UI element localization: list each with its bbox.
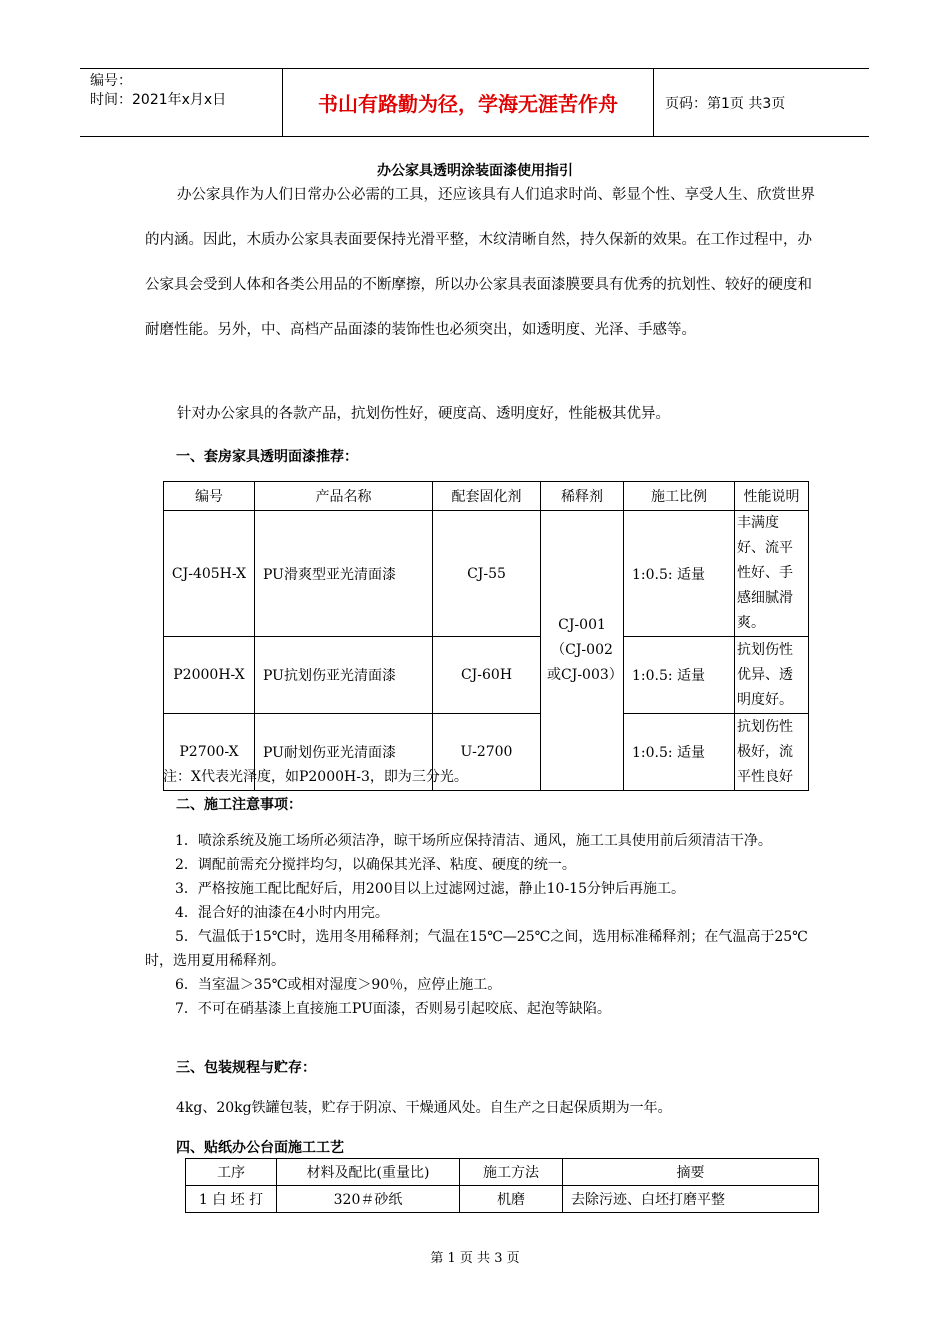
list-item: 3．严格按施工配比配好后，用200目以上过滤网过滤，静止10-15分钟后再施工。 <box>175 881 685 897</box>
cell-code: P2700-X <box>164 714 255 791</box>
cell-summary: 去除污迹、白坯打磨平整 <box>563 1186 819 1213</box>
cell-desc: 抗划伤性优异、透明度好。 <box>735 637 809 714</box>
intro-text: 办公家具作为人们日常办公必需的工具，还应该具有人们追求时尚、彰显个性、享受人生、欣赏世界的内涵。因此，木质办公家具表面要保持光滑平整，木纹清晰自然，持久保新的效果。在工作过程中，办公家具会受到人体和各类公用品的不断摩擦，所以办公家具表面漆膜要具有优秀的抗划性、较好的硬度和耐磨性能。另外，中、高档产品面漆的装饰性也必须突出，如透明度、光泽、手感等。 <box>145 187 815 338</box>
col-header: 施工比例 <box>624 482 735 511</box>
cell-diluent: CJ-001（CJ-002或CJ-003） <box>541 511 624 791</box>
cell-code: P2000H-X <box>164 637 255 714</box>
table-row <box>164 637 809 714</box>
intro-paragraph-2 <box>145 392 815 437</box>
cell-method: 机磨 <box>460 1186 563 1213</box>
section-3-heading: 三、包装规程与贮存： <box>176 1060 316 1076</box>
col-header: 工序 <box>186 1159 277 1186</box>
page-header <box>80 68 869 137</box>
doc-title: 办公家具透明涂装面漆使用指引 <box>377 163 573 179</box>
cell-hardener: CJ-60H <box>433 637 541 714</box>
cell-material: 320＃砂纸 <box>277 1186 460 1213</box>
list-item: 7．不可在硝基漆上直接施工PU面漆，否则易引起咬底、起泡等缺陷。 <box>175 1001 611 1017</box>
col-header: 配套固化剂 <box>433 482 541 511</box>
header-page-info: 页码：第1页 共3页 <box>665 95 786 112</box>
list-item: 4．混合好的油漆在4小时内用完。 <box>175 905 389 921</box>
col-header: 编号 <box>164 482 255 511</box>
section-1-heading: 一、套房家具透明面漆推荐： <box>176 449 358 465</box>
list-item: 2．调配前需充分搅拌均匀，以确保其光泽、粘度、硬度的统一。 <box>175 857 576 873</box>
packaging-text: 4kg、20kg铁罐包装，贮存于阴凉、干燥通风处。自生产之日起保质期为一年。 <box>176 1100 672 1116</box>
col-header: 材料及配比(重量比) <box>277 1159 460 1186</box>
cell-code: CJ-405H-X <box>164 511 255 637</box>
cell-hardener: U-2700 <box>433 714 541 791</box>
intro2-text: 针对办公家具的各款产品，抗划伤性好，硬度高、透明度好，性能极其优异。 <box>177 406 670 422</box>
section-2-heading: 二、施工注意事项： <box>176 797 302 813</box>
cell-ratio: 1:0.5: 适量 <box>624 511 735 637</box>
cell-name: PU抗划伤亚光清面漆 <box>255 637 433 714</box>
table-row <box>186 1186 819 1213</box>
paint-table <box>163 481 809 791</box>
cell-desc: 抗划伤性极好，流平性良好 <box>735 714 809 791</box>
list-item: 6．当室温＞35℃或相对湿度＞90％，应停止施工。 <box>175 977 502 993</box>
table-note: 注：X代表光泽度，如P2000H-3，即为三分光。 <box>163 769 468 785</box>
notes-list <box>145 829 815 1021</box>
col-header: 施工方法 <box>460 1159 563 1186</box>
list-item: 5．气温低于15℃时，选用冬用稀释剂；气温在15℃—25℃之间，选用标准稀释剂；在气温高于25℃时，选用夏用稀释剂。 <box>145 929 808 969</box>
table-header-row <box>164 482 809 511</box>
col-header: 稀释剂 <box>541 482 624 511</box>
cell-ratio: 1:0.5: 适量 <box>624 637 735 714</box>
cell-hardener: CJ-55 <box>433 511 541 637</box>
header-motto: 书山有路勤为径，学海无涯苦作舟 <box>282 69 654 136</box>
list-item: 1．喷涂系统及施工场所必须洁净，晾干场所应保持清洁、通风，施工工具使用前后须清洁干净。 <box>175 833 772 849</box>
col-header: 摘要 <box>563 1159 819 1186</box>
process-table <box>185 1158 819 1213</box>
page-footer: 第 1 页 共 3 页 <box>430 1251 520 1266</box>
header-time: 时间：2021年x月x日 <box>90 92 227 108</box>
cell-name: PU滑爽型亚光清面漆 <box>255 511 433 637</box>
col-header: 性能说明 <box>735 482 809 511</box>
table-row <box>164 511 809 637</box>
header-meta <box>80 69 282 136</box>
cell-step: 1 白 坯 打 <box>186 1186 277 1213</box>
cell-ratio: 1:0.5: 适量 <box>624 714 735 791</box>
section-4-heading: 四、贴纸办公台面施工工艺 <box>176 1140 344 1156</box>
intro-paragraph <box>145 173 815 353</box>
cell-desc: 丰满度好、流平性好、手感细腻滑爽。 <box>735 511 809 637</box>
table-header-row <box>186 1159 819 1186</box>
cell-name: PU耐划伤亚光清面漆 <box>255 714 433 791</box>
col-header: 产品名称 <box>255 482 433 511</box>
header-number: 编号： <box>90 73 132 89</box>
